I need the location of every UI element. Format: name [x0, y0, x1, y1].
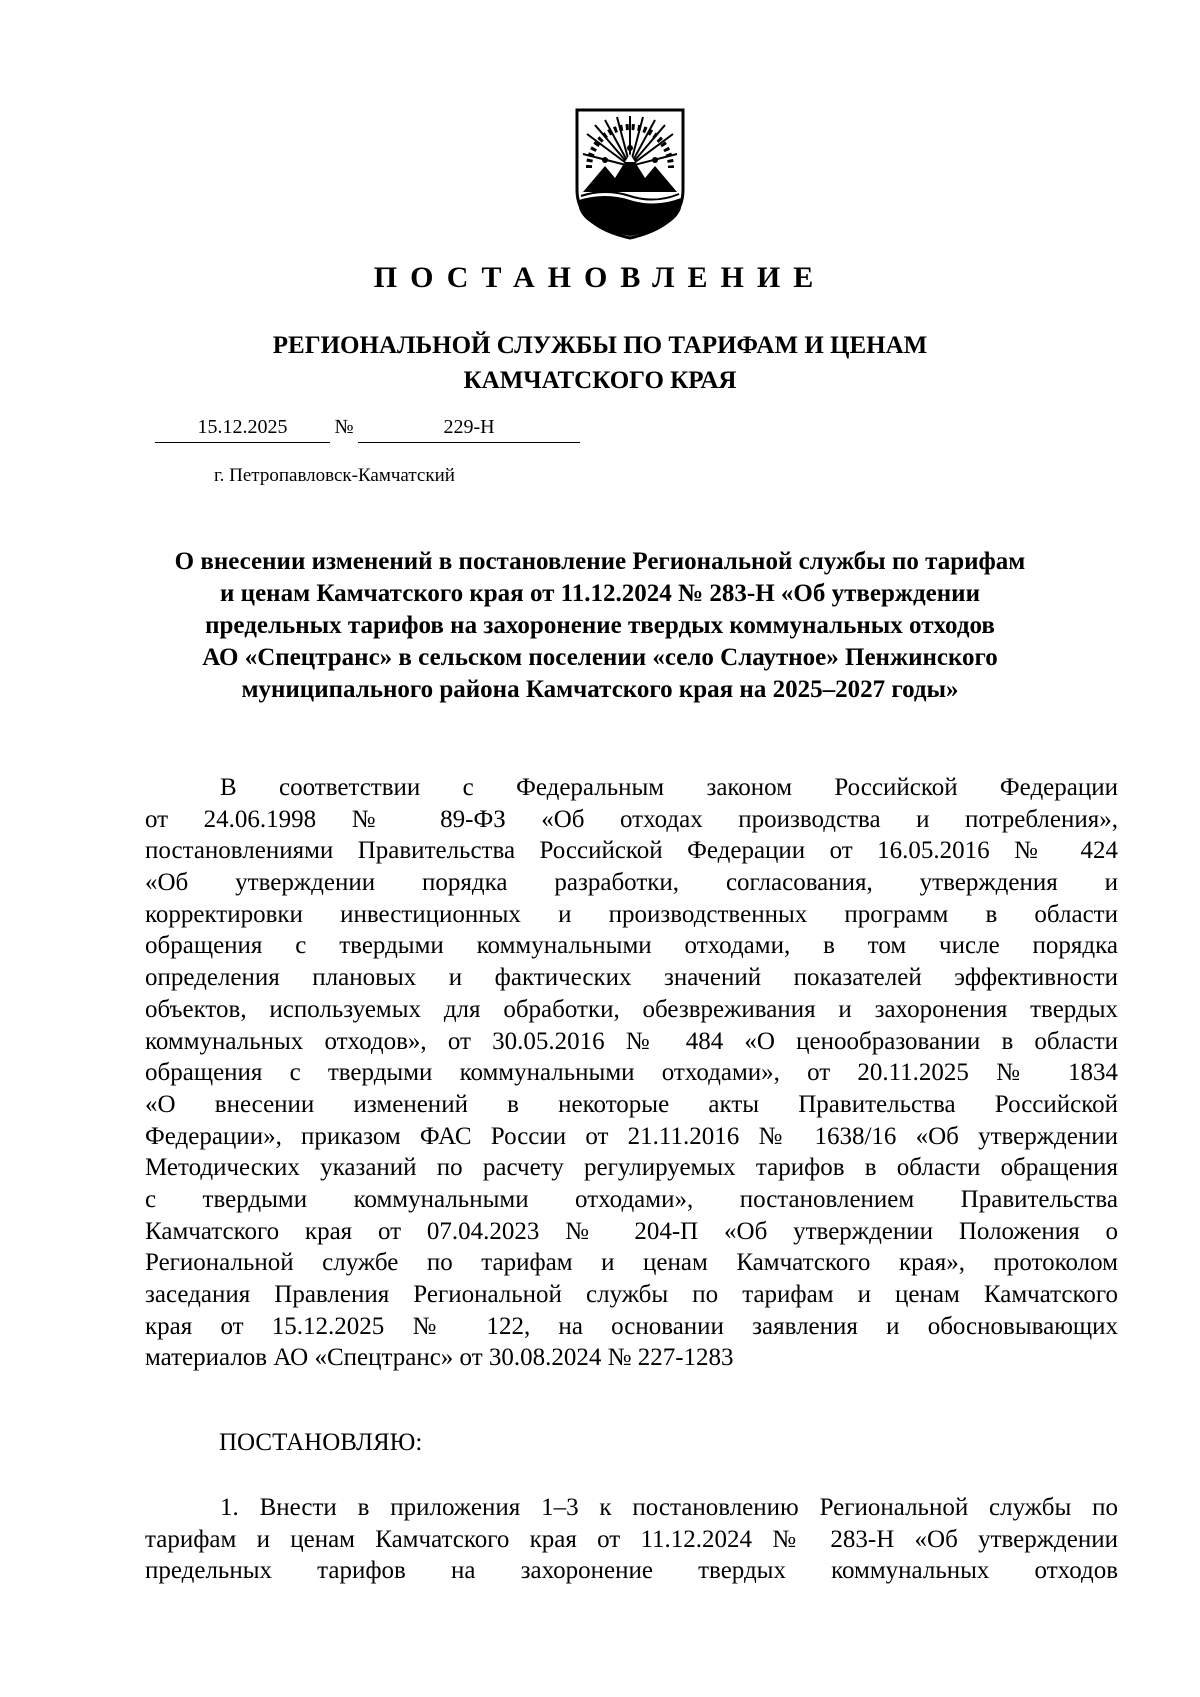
text-line: тарифам и ценам Камчатского края от 11.12.2024 № 283-Н «Об утверждении [145, 1525, 1118, 1553]
text-line: от 24.06.1998 № 89-ФЗ «Об отходах производства и потребления», [145, 805, 1118, 833]
subject-line: О внесении изменений в постановление Региональной службы по тарифам [174, 548, 1026, 575]
text-line: с твердыми коммунальными отходами», постановлением Правительства [145, 1185, 1118, 1213]
subject-line: и ценам Камчатского края от 11.12.2024 № 283-Н «Об утверждении [220, 580, 980, 607]
text-line: заседания Правления Региональной службы по тарифам и ценам Камчатского [145, 1281, 1118, 1308]
text-line: Федерации», приказом ФАС России от 21.11.2016 № 1638/16 «Об утверждении [145, 1122, 1118, 1150]
document-title: ПОСТАНОВЛЕНИЕ [373, 261, 827, 294]
subject-line: предельных тарифов на захоронение твердых коммунальных отходов [205, 612, 995, 639]
decree-heading: ПОСТАНОВЛЯЮ: [219, 1429, 423, 1456]
registration-number: 229-Н [358, 412, 580, 443]
text-line: предельных тарифов на захоронение твердых коммунальных отходов [145, 1557, 1118, 1585]
document-subject [145, 546, 1055, 706]
text-line: коммунальных отходов», от 30.05.2016 № 484 «О ценообразовании в области [145, 1027, 1118, 1055]
text-line: постановлениями Правительства Российской Федерации от 16.05.2016 № 424 [145, 837, 1118, 865]
text-line: края от 15.12.2025 № 122, на основании заявления и обосновывающих [145, 1312, 1118, 1340]
preamble-paragraph [145, 772, 1118, 1374]
text-line: 1. Внести в приложения 1–3 к постановлению Региональной службы по [220, 1494, 1118, 1521]
text-line: В соответствии с Федеральным законом Российской Федерации [220, 774, 1118, 801]
org-line: КАМЧАТСКОГО КРАЯ [463, 367, 737, 394]
text-line: материалов АО «Спецтранс» от 30.08.2024 № 227-1283 [145, 1344, 734, 1372]
registration-date: 15.12.2025 [155, 412, 330, 443]
text-line: обращения с твердыми коммунальными отходами», от 20.11.2025 № 1834 [145, 1059, 1118, 1087]
item-1-paragraph [145, 1492, 1118, 1587]
text-line: Камчатского края от 07.04.2023 № 204-П «Об утверждении Положения о [145, 1217, 1118, 1245]
text-line: корректировки инвестиционных и производственных программ в области [145, 900, 1118, 928]
coat-of-arms-icon [575, 108, 685, 240]
subject-line: АО «Спецтранс» в сельском поселении «село Слаутное» Пенжинского [202, 644, 998, 671]
text-line: «О внесении изменений в некоторые акты Правительства Российской [145, 1090, 1118, 1118]
subject-line: муниципального района Камчатского края на 2025–2027 годы» [241, 676, 959, 703]
text-line: обращения с твердыми коммунальными отходами, в том числе порядка [145, 932, 1118, 960]
text-line: Методических указаний по расчету регулируемых тарифов в области обращения [145, 1154, 1118, 1182]
text-line: «Об утверждении порядка разработки, согласования, утверждения и [145, 869, 1118, 897]
number-sign: № [334, 416, 354, 438]
issuing-organization [0, 328, 1200, 398]
text-line: определения плановых и фактических значений показателей эффективности [145, 964, 1118, 992]
org-line: РЕГИОНАЛЬНОЙ СЛУЖБЫ ПО ТАРИФАМ И ЦЕНАМ [272, 332, 928, 359]
city-line: г. Петропавловск-Камчатский [214, 465, 455, 486]
text-line: объектов, используемых для обработки, обезвреживания и захоронения твердых [145, 995, 1118, 1023]
text-line: Региональной службе по тарифам и ценам Камчатского края», протоколом [145, 1249, 1118, 1277]
